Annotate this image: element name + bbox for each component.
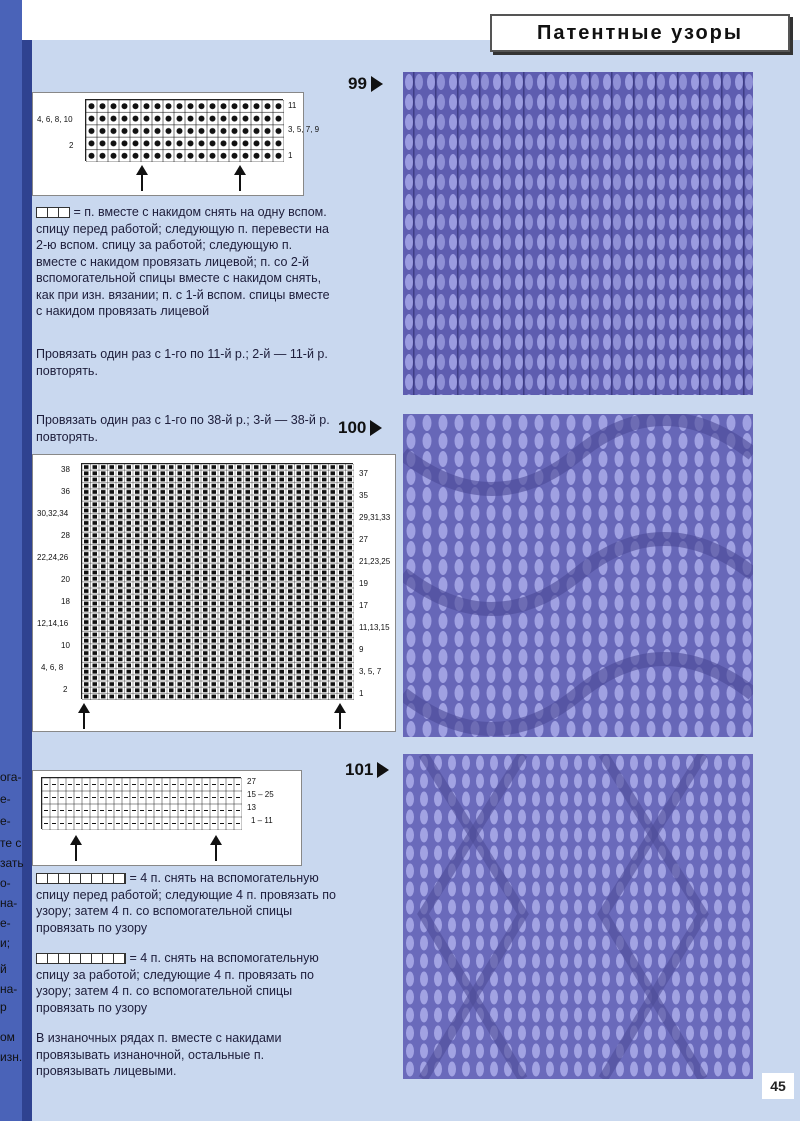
legend-101-back: = 4 п. снять на вспомогательную спицу за работой; следующие 4 п. провязать по узору; затем 4 п. со вспомогательной спицы провязать по узору xyxy=(36,951,319,1015)
row-label: 12,14,16 xyxy=(37,619,69,628)
knit-photo-100 xyxy=(403,414,753,737)
repeat-arrow xyxy=(215,843,217,861)
edge-fragment: на- xyxy=(0,896,18,910)
pattern-number-100: 100 xyxy=(338,418,382,438)
row-label: 15 – 25 xyxy=(247,790,274,799)
row-label: 35 xyxy=(359,491,368,500)
row-label: 13 xyxy=(247,803,256,812)
legend-101-front: = 4 п. снять на вспомогательную спицу перед работой; следующие 4 п. провязать по узору; затем 4 п. со вспомогательной спицы провязать по узору xyxy=(36,871,336,935)
pattern-number-99: 99 xyxy=(348,74,383,94)
edge-fragment: е- xyxy=(0,916,11,930)
chart-grid-101 xyxy=(41,777,241,829)
edge-fragment: ом xyxy=(0,1030,15,1044)
knit-texture-99 xyxy=(403,72,753,395)
row-label: 30,32,34 xyxy=(37,509,69,518)
row-label: 17 xyxy=(359,601,368,610)
repeat-arrow xyxy=(239,173,241,191)
row-label: 2 xyxy=(63,685,68,694)
pointer-icon xyxy=(370,420,382,436)
repeat-arrow xyxy=(339,711,341,729)
page-number: 45 xyxy=(762,1073,794,1099)
row-label: 37 xyxy=(359,469,368,478)
edge-fragment: ога- xyxy=(0,770,22,784)
row-label: 29,31,33 xyxy=(359,513,391,522)
row-label: 9 xyxy=(359,645,364,654)
row-label: 11 xyxy=(288,101,297,110)
row-label: 22,24,26 xyxy=(37,553,69,562)
chart-grid-symbols xyxy=(82,464,354,700)
chart-grid-100 xyxy=(81,463,353,699)
edge-fragment: те с xyxy=(0,836,22,850)
row-label: 3, 5, 7 xyxy=(359,667,382,676)
row-label: 1 – 11 xyxy=(251,816,273,825)
row-label: 21,23,25 xyxy=(359,557,391,566)
chart-100 xyxy=(32,454,396,732)
edge-fragment: е- xyxy=(0,814,11,828)
row-label: 19 xyxy=(359,579,368,588)
knit-photo-101 xyxy=(403,754,753,1079)
edge-fragment: р xyxy=(0,1000,7,1014)
edge-fragment: на- xyxy=(0,982,18,996)
row-label: 36 xyxy=(61,487,70,496)
repeat-arrow xyxy=(141,173,143,191)
knit-texture-100 xyxy=(403,414,753,737)
edge-fragment: й xyxy=(0,962,7,976)
row-label: 28 xyxy=(61,531,70,540)
instruction-100: Провязать один раз с 1-го по 38-й р.; 3-й — 38-й р. повторять. xyxy=(36,413,330,444)
row-label: 10 xyxy=(61,641,70,650)
note-101: В изнаночных рядах п. вместе с накидами провязывать изнаночной, остальные п. провязывать лицевыми. xyxy=(36,1031,282,1078)
pointer-icon xyxy=(371,76,383,92)
repeat-arrow xyxy=(83,711,85,729)
edge-fragment: е- xyxy=(0,792,11,806)
cable-back-symbol-icon xyxy=(36,953,126,964)
row-label: 1 xyxy=(359,689,364,698)
row-label: 1 xyxy=(288,151,293,160)
edge-fragment: и; xyxy=(0,936,11,950)
knit-texture-101 xyxy=(403,754,753,1079)
row-label: 3, 5, 7, 9 xyxy=(288,125,320,134)
row-label: 4, 6, 8 xyxy=(41,663,64,672)
cable-symbol-icon xyxy=(36,207,70,218)
cable-front-symbol-icon xyxy=(36,873,126,884)
chart-grid-99 xyxy=(85,99,283,161)
edge-fragment: изн. xyxy=(0,1050,23,1064)
legend-99: = п. вместе с накидом снять на одну вспом. спицу перед работой; следующую п. перевести на 2-ю вспом. спицу за работой; следующую п. вместе с накидом провязать лицевой; п. со 2-й вспомогательной спицы вместе с накидом снять, как при изн. вязании; п. с 1-й вспом. спицы вместе с накидом провязать лицевой xyxy=(36,205,330,318)
row-label: 4, 6, 8, 10 xyxy=(37,115,73,124)
row-label: 2 xyxy=(69,141,74,150)
left-page-strip xyxy=(0,0,22,1121)
row-label: 20 xyxy=(61,575,70,584)
instruction-99: Провязать один раз с 1-го по 11-й р.; 2-й — 11-й р. повторять. xyxy=(36,347,328,378)
row-label: 11,13,15 xyxy=(359,623,390,632)
edge-fragment: о- xyxy=(0,876,11,890)
chart-99 xyxy=(32,92,320,196)
row-label: 18 xyxy=(61,597,70,606)
page-title: Патентные узоры xyxy=(490,14,790,52)
row-label: 38 xyxy=(61,465,70,474)
row-label: 27 xyxy=(247,777,256,786)
knit-photo-99 xyxy=(403,72,753,395)
edge-fragment: зать xyxy=(0,856,24,870)
chart-grid-symbols xyxy=(42,778,242,830)
pointer-icon xyxy=(377,762,389,778)
chart-grid-symbols xyxy=(86,100,284,162)
pattern-number-101: 101 xyxy=(345,760,389,780)
binding-shadow xyxy=(22,40,32,1121)
row-label: 27 xyxy=(359,535,368,544)
repeat-arrow xyxy=(75,843,77,861)
chart-101 xyxy=(32,770,302,866)
